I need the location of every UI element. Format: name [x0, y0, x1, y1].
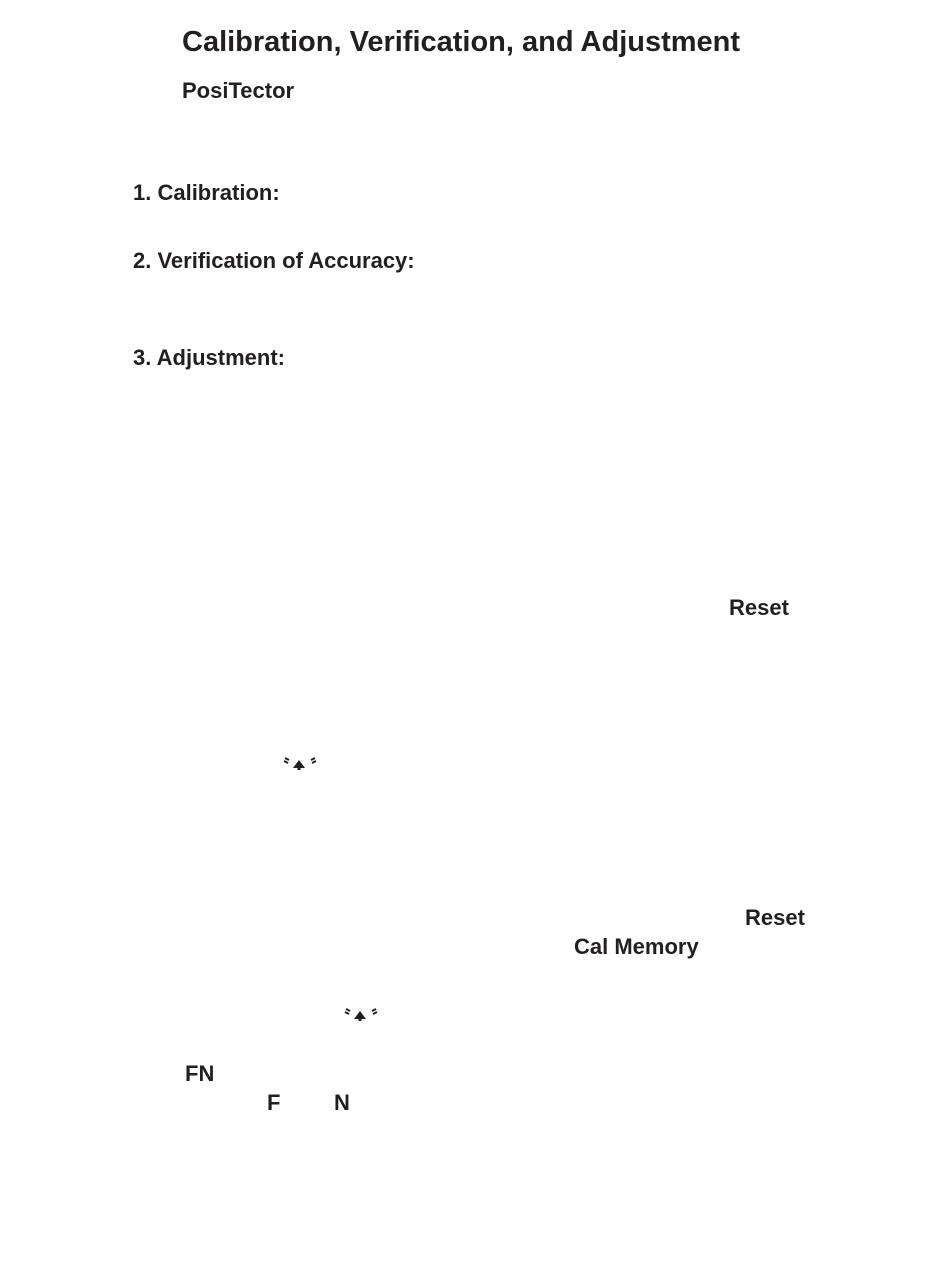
section-heading-calibration: 1. Calibration:: [133, 180, 280, 205]
cal-memory-label: Cal Memory: [574, 934, 699, 959]
flip-arrow-icon: [343, 1006, 379, 1022]
page-title: Calibration, Verification, and Adjustment: [182, 26, 741, 58]
flip-arrow-icon: [282, 755, 318, 771]
n-label: N: [334, 1090, 350, 1115]
fn-label: FN: [185, 1061, 215, 1086]
f-label: F: [267, 1090, 281, 1115]
product-name: PosiTector: [182, 78, 295, 103]
section-heading-adjustment: 3. Adjustment:: [133, 345, 285, 370]
reset-menu-label-2: Reset: [745, 905, 805, 930]
reset-menu-label: Reset: [729, 595, 789, 620]
section-heading-verification: 2. Verification of Accuracy:: [133, 248, 415, 273]
